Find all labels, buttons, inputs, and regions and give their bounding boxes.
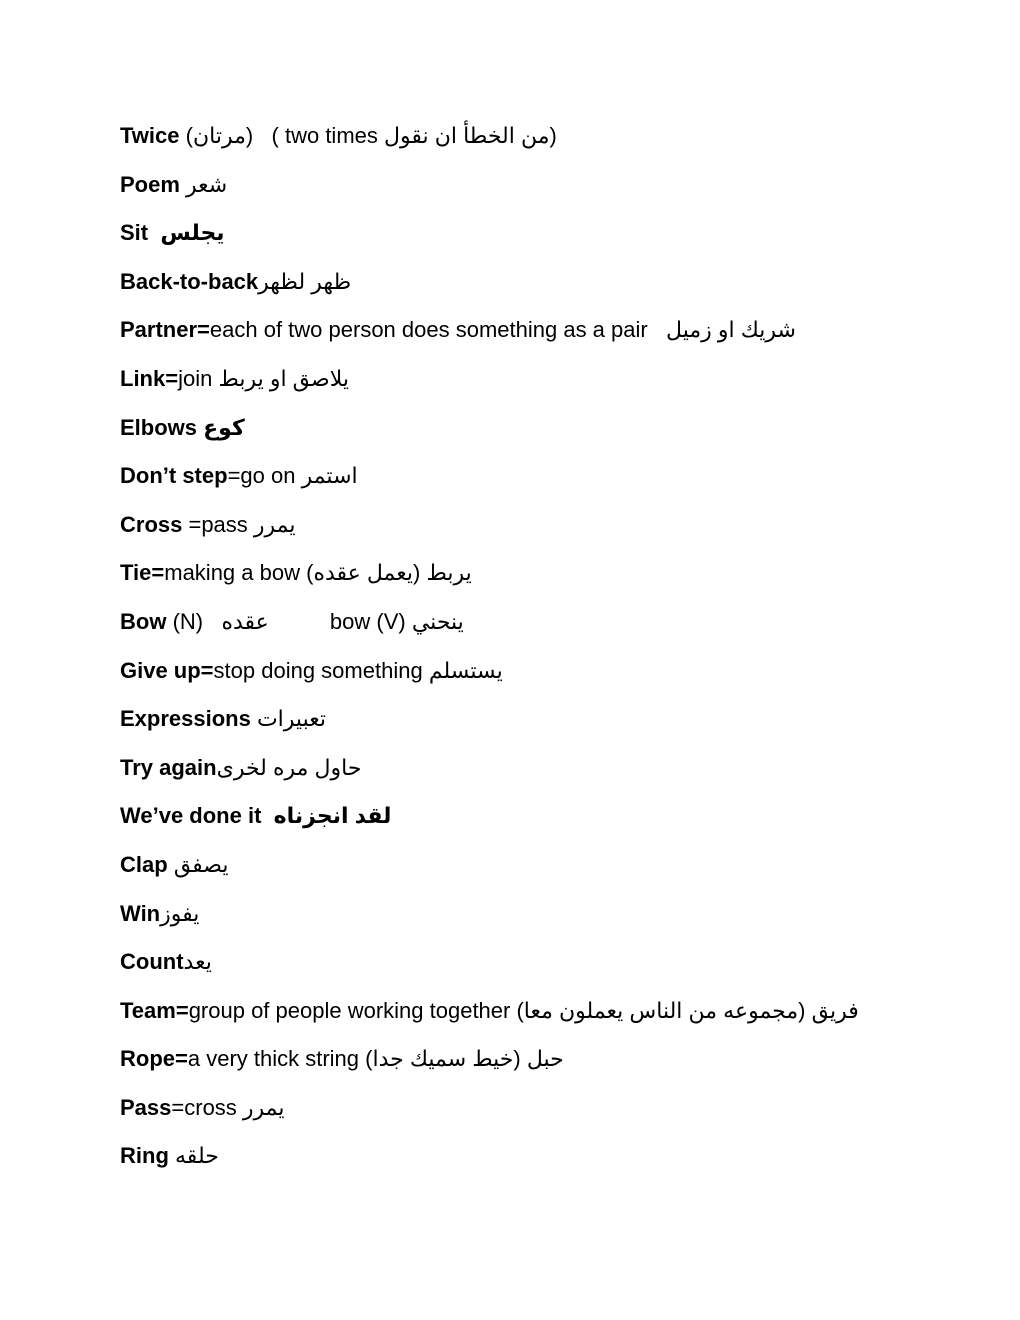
vocab-entry-twice	[120, 116, 1000, 165]
vocab-term: Link=	[120, 365, 179, 391]
vocab-entry-link	[120, 359, 1000, 408]
vocab-term: Bow	[120, 608, 167, 634]
vocabulary-list	[120, 116, 1000, 1185]
vocab-entry-poem	[120, 165, 1000, 214]
vocab-term: Give up=	[120, 657, 214, 683]
vocab-term: Back-to-back	[120, 268, 259, 294]
vocab-entry-back-to-back	[120, 262, 1000, 311]
vocab-entry-cross	[120, 505, 1000, 554]
vocab-definition: لقد انجزناه	[261, 803, 392, 829]
vocab-entry-tie	[120, 553, 1000, 602]
vocab-definition: يعد	[183, 949, 212, 975]
vocab-definition: يصفق	[167, 851, 229, 877]
vocab-term: Try again	[120, 754, 217, 780]
vocab-entry-dont-step	[120, 456, 1000, 505]
vocab-term: Ring	[120, 1143, 169, 1169]
vocab-term: Rope=	[120, 1046, 188, 1072]
vocab-entry-team	[120, 991, 1000, 1040]
vocab-definition: making a bow (يعمل عقده) يربط	[164, 560, 472, 586]
vocab-definition: stop doing something يستسلم	[213, 657, 503, 683]
vocab-entry-try-again	[120, 748, 1000, 797]
vocab-term: Elbows	[120, 414, 198, 440]
vocab-entry-elbows	[120, 408, 1000, 457]
vocab-entry-expressions	[120, 699, 1000, 748]
vocab-term: Tie=	[120, 560, 165, 586]
vocab-entry-rope	[120, 1039, 1000, 1088]
vocab-definition: تعبيرات	[250, 706, 326, 732]
vocab-definition: يفوز	[160, 900, 200, 926]
vocab-definition: each of two person does something as a pair شريك او زميل	[209, 317, 796, 343]
vocab-term: Win	[120, 900, 161, 926]
vocab-term: Clap	[120, 851, 168, 877]
vocab-term: Twice	[120, 123, 180, 148]
vocab-definition: a very thick string (خيط سميك جدا) حبل	[187, 1046, 564, 1072]
vocab-term: Partner=	[120, 317, 210, 343]
vocab-definition: كوع	[197, 414, 245, 440]
vocab-term: We’ve done it	[120, 803, 262, 829]
vocab-entry-sit	[120, 213, 1000, 262]
vocab-definition: =go on استمر	[227, 463, 358, 489]
vocab-definition: =pass يمرر	[182, 511, 296, 537]
vocab-entry-bow	[120, 602, 1000, 651]
vocab-term: Sit	[120, 220, 149, 246]
vocab-entry-ring	[120, 1136, 1000, 1185]
vocab-entry-clap	[120, 845, 1000, 894]
vocab-term: Team=	[120, 997, 189, 1023]
vocab-entry-count	[120, 942, 1000, 991]
vocab-definition: شعر	[179, 171, 228, 197]
vocab-entry-win	[120, 894, 1000, 943]
vocab-entry-partner	[120, 310, 1000, 359]
vocab-term: Don’t step	[120, 463, 228, 489]
vocab-term: Cross	[120, 511, 183, 537]
vocab-term: Count	[120, 949, 184, 975]
vocab-definition: join يلاصق او يربط	[178, 365, 349, 391]
vocab-definition: حاول مره لخرى	[216, 754, 362, 780]
vocab-definition: (مرتان) ( two times من الخطأ ان نقول)	[179, 123, 557, 148]
vocab-entry-weve-done-it	[120, 796, 1000, 845]
vocab-term: Poem	[120, 171, 180, 197]
vocab-term: Pass	[120, 1094, 172, 1120]
vocab-definition: ظهر لظهر	[258, 268, 352, 294]
vocab-definition: (N) عقده bow (V) ينحني	[166, 608, 464, 634]
vocab-entry-give-up	[120, 651, 1000, 700]
vocab-term: Expressions	[120, 706, 251, 732]
vocab-definition: حلقه	[168, 1143, 219, 1169]
vocab-definition: =cross يمرر	[171, 1094, 285, 1120]
vocab-definition: group of people working together (مجموعه من الناس يعملون معا) فريق	[188, 997, 859, 1023]
vocab-definition: يجلس	[148, 220, 225, 246]
vocab-entry-pass	[120, 1088, 1000, 1137]
